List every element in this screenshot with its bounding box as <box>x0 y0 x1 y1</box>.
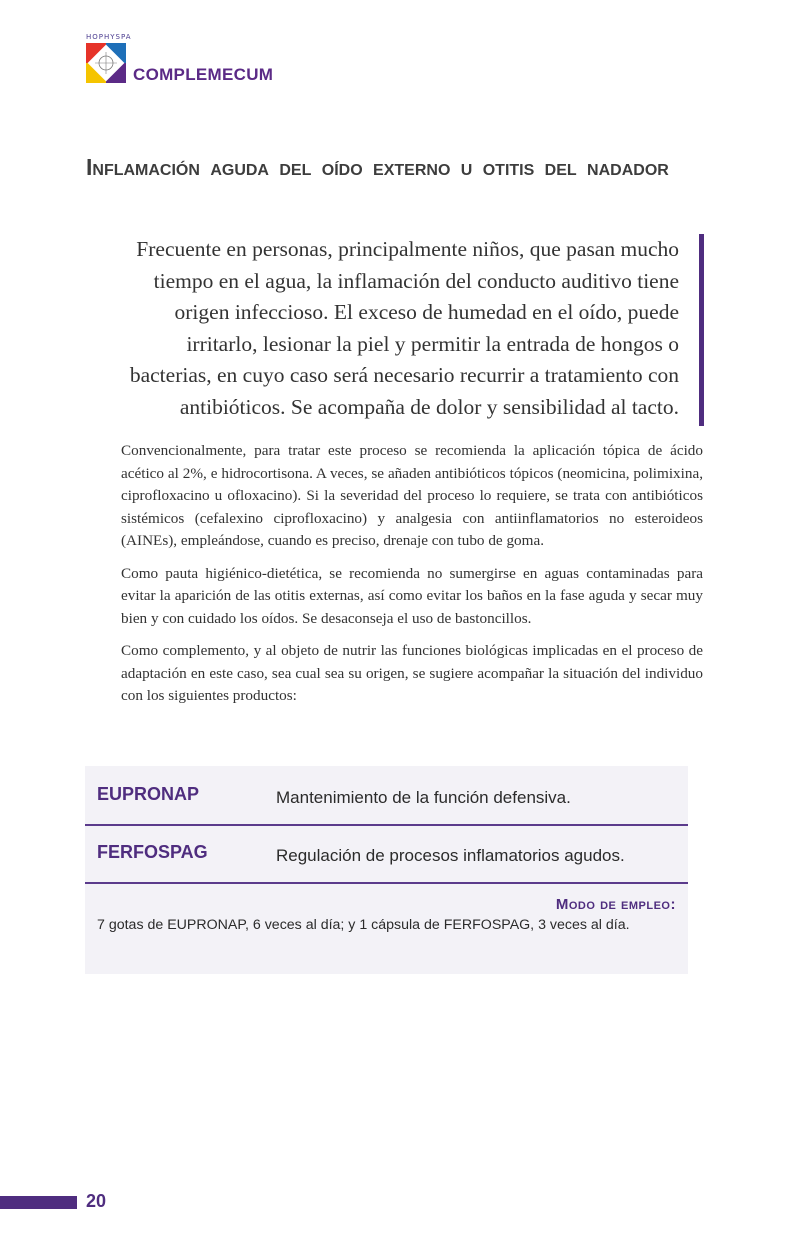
product-row <box>85 766 688 826</box>
product-row <box>85 824 688 884</box>
product-name: EUPRONAP <box>97 784 200 804</box>
brand-name: COMPLEMECUM <box>133 65 274 84</box>
page-header <box>86 33 386 83</box>
intro-callout: Frecuente en personas, principalmente niños, que pasan mucho tiempo en el agua, la inflamación del conducto auditivo tiene origen infeccioso. El exceso de humedad en el oído, puede irritarlo, lesionar la piel y permitir la entrada de hongos o bacterias, en cuyo caso será necesario recurrir a tratamiento con antibióticos. Se acompaña de dolor y sensibilidad al tacto. <box>110 234 704 426</box>
page-title: Inflamación aguda del oído externo u otitis del nadador <box>86 154 669 180</box>
usage-label: Modo de empleo: <box>555 896 676 913</box>
paragraph-treatment: Convencionalmente, para tratar este proceso se recomienda la aplicación tópica de ácido acético al 2%, e hidrocortisona. A veces, se añaden antibióticos tópicos (neomicina, polimixina, ciprofloxacino u ofloxacino). Si la severidad del proceso lo requiere, se trata con antibióticos sistémicos (cefalexino ciprofloxacino) y analgesia con antiinflamatorios no esteroideos (AINEs), empleándose, cuando es preciso, drenaje con tubo de goma. <box>121 442 703 549</box>
product-description: Mantenimiento de la función defensiva. <box>276 788 571 807</box>
logo-wordmark: HOPHYSPA <box>86 33 132 41</box>
hophyspa-logo-icon <box>86 43 126 83</box>
paragraph-hygiene: Como pauta higiénico-dietética, se recomienda no sumergirse en aguas contaminadas para evitar la aparición de las otitis externas, así como evitar los baños en la fase aguda y secar muy bien y con cuidado los oídos. Se desaconseja el uso de bastoncillos. <box>121 564 703 627</box>
paragraph-complement: Como complemento, y al objeto de nutrir las funciones biológicas implicadas en el proceso de adaptación en este caso, sea cual sea su origen, se sugiere acompañar la situación del individuo con los siguientes productos: <box>121 642 703 704</box>
products-box <box>85 766 688 974</box>
page-number: 20 <box>86 1191 107 1211</box>
product-description: Regulación de procesos inflamatorios agudos. <box>276 846 625 865</box>
body-text <box>121 440 703 718</box>
footer-bar <box>0 1196 77 1209</box>
product-name: FERFOSPAG <box>97 842 208 862</box>
usage-instructions: 7 gotas de EUPRONAP, 6 veces al día; y 1 cápsula de FERFOSPAG, 3 veces al día. <box>97 917 630 933</box>
